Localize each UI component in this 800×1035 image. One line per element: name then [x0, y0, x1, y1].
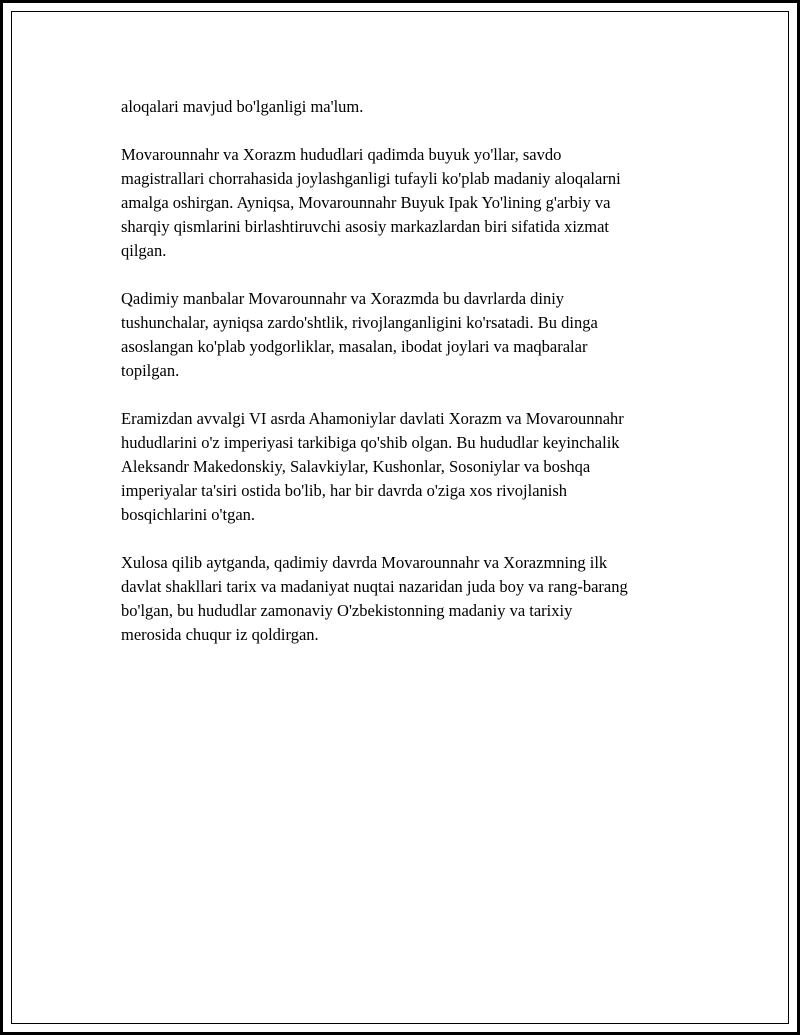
text-line: Movarounnahr va Xorazm hududlari qadimda buyuk yo'llar, savdo [121, 145, 562, 164]
text-line: bo'lgan, bu hududlar zamonaviy O'zbekistonning madaniy va tarixiy [121, 601, 573, 620]
text-line: aloqalari mavjud bo'lganligi ma'lum. [121, 97, 364, 116]
paragraph-5 [121, 551, 696, 647]
text-line: davlat shakllari tarix va madaniyat nuqtai nazaridan juda boy va rang-barang [121, 577, 628, 596]
paragraph-3 [121, 287, 696, 383]
text-line: Xulosa qilib aytganda, qadimiy davrda Movarounnahr va Xorazmning ilk [121, 553, 608, 572]
paragraph-1 [121, 95, 696, 119]
text-line: magistrallari chorrahasida joylashganligi tufayli ko'plab madaniy aloqalarni [121, 169, 621, 188]
text-line: qilgan. [121, 241, 167, 260]
text-line: Aleksandr Makedonskiy, Salavkiylar, Kushonlar, Sosoniylar va boshqa [121, 457, 591, 476]
text-line: bosqichlarini o'tgan. [121, 505, 256, 524]
document-body [121, 95, 696, 671]
paragraph-4 [121, 407, 696, 527]
text-line: imperiyalar ta'siri ostida bo'lib, har bir davrda o'ziga xos rivojlanish [121, 481, 568, 500]
text-line: asoslangan ko'plab yodgorliklar, masalan, ibodat joylari va maqbaralar [121, 337, 588, 356]
text-line: Eramizdan avvalgi VI asrda Ahamoniylar davlati Xorazm va Movarounnahr [121, 409, 624, 428]
text-line: tushunchalar, ayniqsa zardo'shtlik, rivojlanganligini ko'rsatadi. Bu dinga [121, 313, 598, 332]
text-line: merosida chuqur iz qoldirgan. [121, 625, 319, 644]
text-line: topilgan. [121, 361, 180, 380]
paragraph-2 [121, 143, 696, 263]
text-line: sharqiy qismlarini birlashtiruvchi asosiy markazlardan biri sifatida xizmat [121, 217, 609, 236]
text-line: hududlarini o'z imperiyasi tarkibiga qo'shib olgan. Bu hududlar keyinchalik [121, 433, 620, 452]
text-line: amalga oshirgan. Ayniqsa, Movarounnahr Buyuk Ipak Yo'lining g'arbiy va [121, 193, 611, 212]
text-line: Qadimiy manbalar Movarounnahr va Xorazmda bu davrlarda diniy [121, 289, 565, 308]
